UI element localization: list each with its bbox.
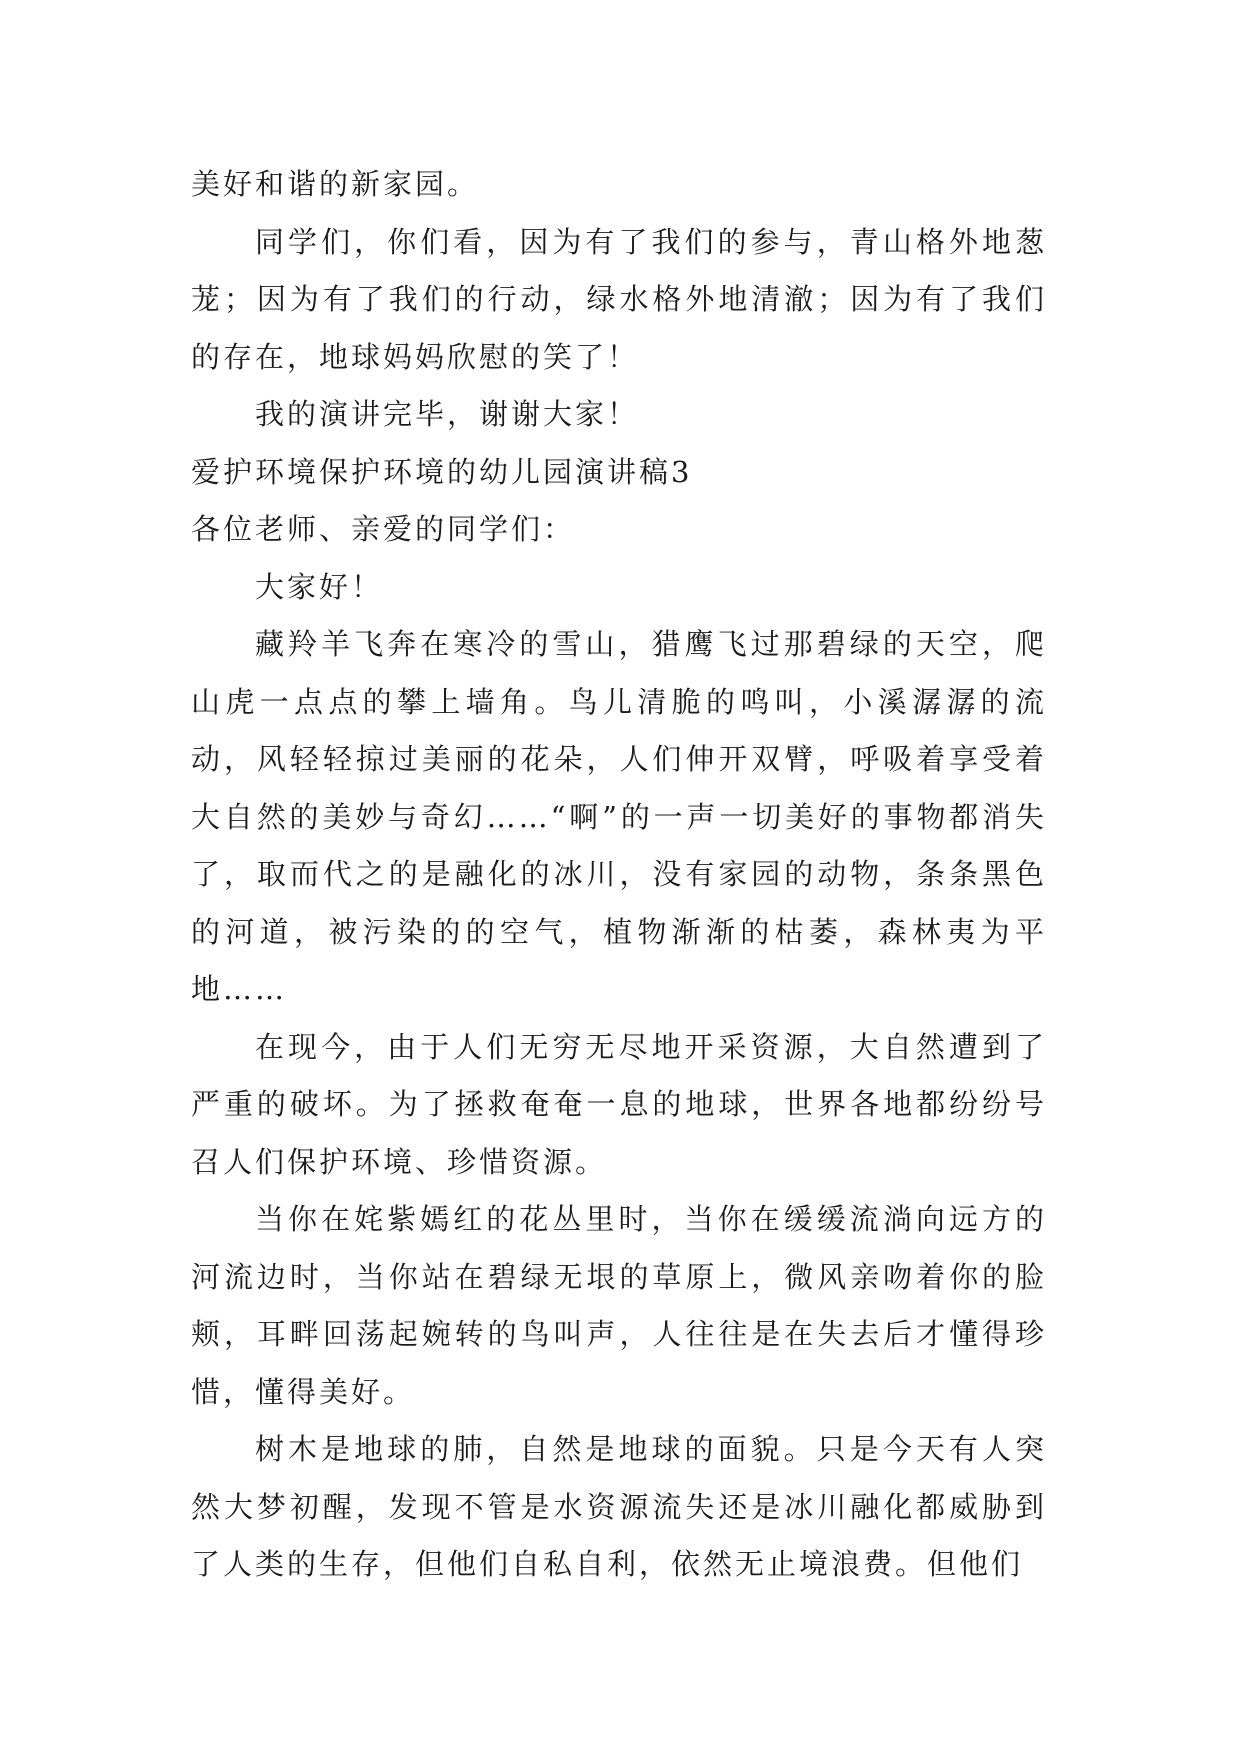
paragraph-salutation: 各位老师、亲爱的同学们： bbox=[191, 512, 576, 546]
paragraph-trees-lungs: 树木是地球的肺，自然是地球的面貌。只是今天有人突然大梦初醒，发现不管是水资源流失还是冰川融化都威胁到了人类的生存，但他们自私自利，依然无止境浪费。但他们 bbox=[191, 1432, 1047, 1581]
paragraph-closing-fragment: 美好和谐的新家园。 bbox=[191, 167, 480, 201]
paragraph-resources: 在现今，由于人们无穷无尽地开采资源，大自然遭到了严重的破坏。为了拯救奄奄一息的地球，世界各地都纷纷号召人们保护环境、珍惜资源。 bbox=[191, 1029, 1047, 1179]
paragraph-cherish: 当你在姹紫嫣红的花丛里时，当你在缓缓流淌向远方的河流边时，当你站在碧绿无垠的草原上，微风亲吻着你的脸颊，耳畔回荡起婉转的鸟叫声，人往往是在失去后才懂得珍惜，懂得美好。 bbox=[191, 1202, 1047, 1409]
document-body bbox=[191, 156, 1047, 1594]
section-title: 爱护环境保护环境的幼儿园演讲稿3 bbox=[191, 454, 693, 489]
paragraph-classmates-look: 同学们，你们看，因为有了我们的参与，青山格外地葱茏；因为有了我们的行动，绿水格外地清澈；因为有了我们的存在，地球妈妈欣慰的笑了！ bbox=[191, 224, 1047, 374]
paragraph-greeting: 大家好！ bbox=[255, 569, 384, 604]
paragraph-nature-scene: 藏羚羊飞奔在寒冷的雪山，猎鹰飞过那碧绿的天空，爬山虎一点点的攀上墙角。鸟儿清脆的鸣叫，小溪潺潺的流动，风轻轻掠过美丽的花朵，人们伸开双臂，呼吸着享受着大自然的美妙与奇幻……“啊”的一声一切美好的事物都消失了，取而代之的是融化的冰川，没有家园的动物，条条黑色的河道，被污染的的空气，植物渐渐的枯萎，森林夷为平地…… bbox=[191, 627, 1047, 1006]
paragraph-speech-end: 我的演讲完毕，谢谢大家！ bbox=[255, 397, 640, 431]
